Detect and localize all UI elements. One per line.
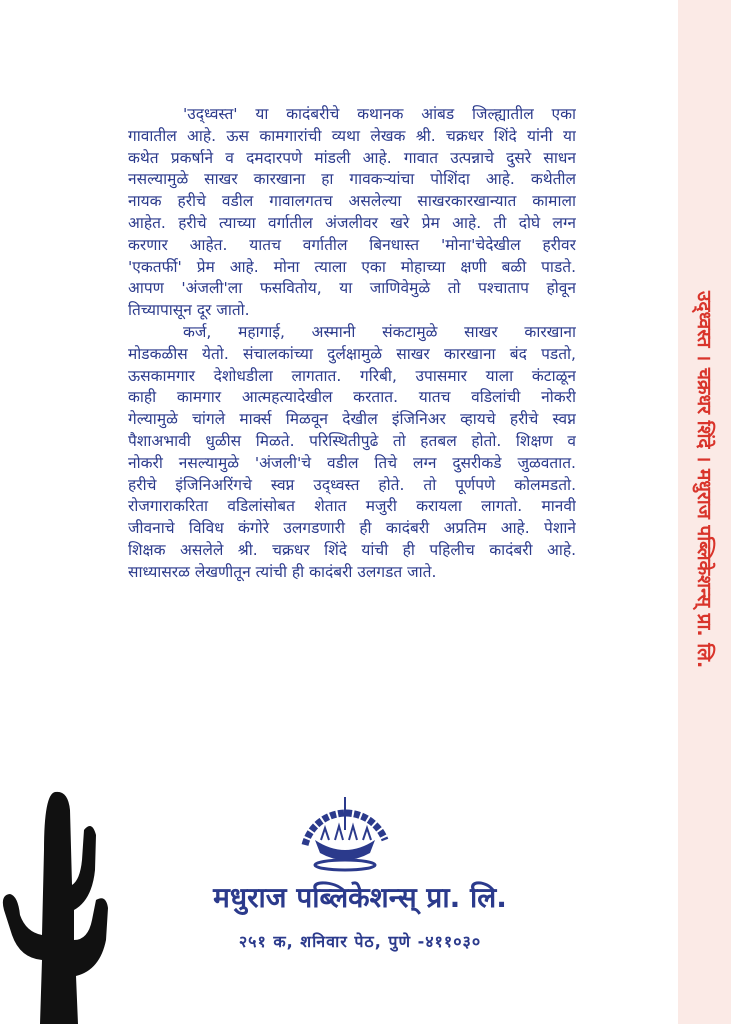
publisher-name: मधुराज पब्लिकेशन्स् प्रा. लि. [213,881,507,914]
spine-title: उद्ध्वस्त । चक्रधर शिंदे । मधुराज पब्लिकेशन्स् प्रा. लि. [693,291,715,669]
blurb-line: गेल्यामुळे चांगले मार्क्स मिळवून देखील इंजिनिअर व्हायचे हरीचे स्वप्न [128,410,576,429]
blurb-line: करणार आहेत. यातच वर्गातील बिनधास्त 'मोना'चेदेखील हरीवर [128,235,576,254]
cactus-silhouette-icon [0,790,115,1024]
blurb-line: नोकरी नसल्यामुळे 'अंजली'चे वडील तिचे लग्न दुसरीकडे जुळवतात. [128,453,576,472]
book-spine [678,0,731,1024]
blurb-line: तिच्यापासून दूर जातो. [128,301,250,320]
blurb-line: साध्यासरळ लेखणीतून त्यांची ही कादंबरी उलगडत जाते. [128,562,437,581]
blurb-line: काही कामगार आत्महत्यादेखील करतात. यातच वडिलांची नोकरी [128,388,576,407]
publisher-logo-lamp-icon [285,785,405,875]
blurb-line: हरीचे इंजिनिअरिंगचे स्वप्न उद्ध्वस्त होते. तो पूर्णपणे कोलमडतो. [128,475,576,494]
blurb-text [128,104,576,584]
blurb-line: रोजगाराकरिता वडिलांसोबत शेतात मजुरी करायला लागतो. मानवी [128,497,576,516]
blurb-line: 'एकतर्फी' प्रेम आहे. मोना त्याला एका मोहाच्या क्षणी बळी पाडते. [128,257,576,276]
blurb-line: 'उद्ध्वस्त' या कादंबरीचे कथानक आंबड जिल्ह्यातील एका [183,105,576,123]
publisher-address: २५१ क, शनिवार पेठ, पुणे -४११०३० [238,932,482,951]
blurb-line: कर्ज, महागाई, अस्मानी संकटामुळे साखर कारखाना [183,322,576,341]
blurb-line: पैशाअभावी धुळीस मिळते. परिस्थितीपुढे तो हतबल होतो. शिक्षण व [128,431,576,450]
blurb-line: कथेत प्रकर्षाने व दमदारपणे मांडली आहे. गावात उत्पन्नाचे दुसरे साधन [128,148,576,167]
blurb-line: आहेत. हरीचे त्याच्या वर्गातील अंजलीवर खरे प्रेम आहे. ती दोघे लग्न [128,213,576,232]
blurb-line: मोडकळीस येतो. संचालकांच्या दुर्लक्षामुळे साखर कारखाना बंद पडतो, [128,344,576,363]
blurb-line: ऊसकामगार देशोधडीला लागतात. गरिबी, उपासमार याला कंटाळून [128,366,576,385]
blurb-line: नसल्यामुळे साखर कारखाना हा गावकऱ्यांचा पोशिंदा आहे. कथेतील [128,170,576,189]
blurb-line: जीवनाचे विविध कंगोरे उलगडणारी ही कादंबरी अप्रतिम आहे. पेशाने [128,519,576,538]
blurb-line: नायक हरीचे वडील गावालगतच असलेल्या साखरकारखान्यात कामाला [128,192,576,211]
blurb-line: गावातील आहे. ऊस कामगारांची व्यथा लेखक श्री. चक्रधर शिंदे यांनी या [128,126,576,145]
blurb-line: शिक्षक असलेले श्री. चक्रधर शिंदे यांची ही पहिलीच कादंबरी आहे. [128,540,576,559]
blurb-line: आपण 'अंजली'ला फसवितोय, या जाणिवेमुळे तो पश्चाताप होवून [128,279,576,298]
